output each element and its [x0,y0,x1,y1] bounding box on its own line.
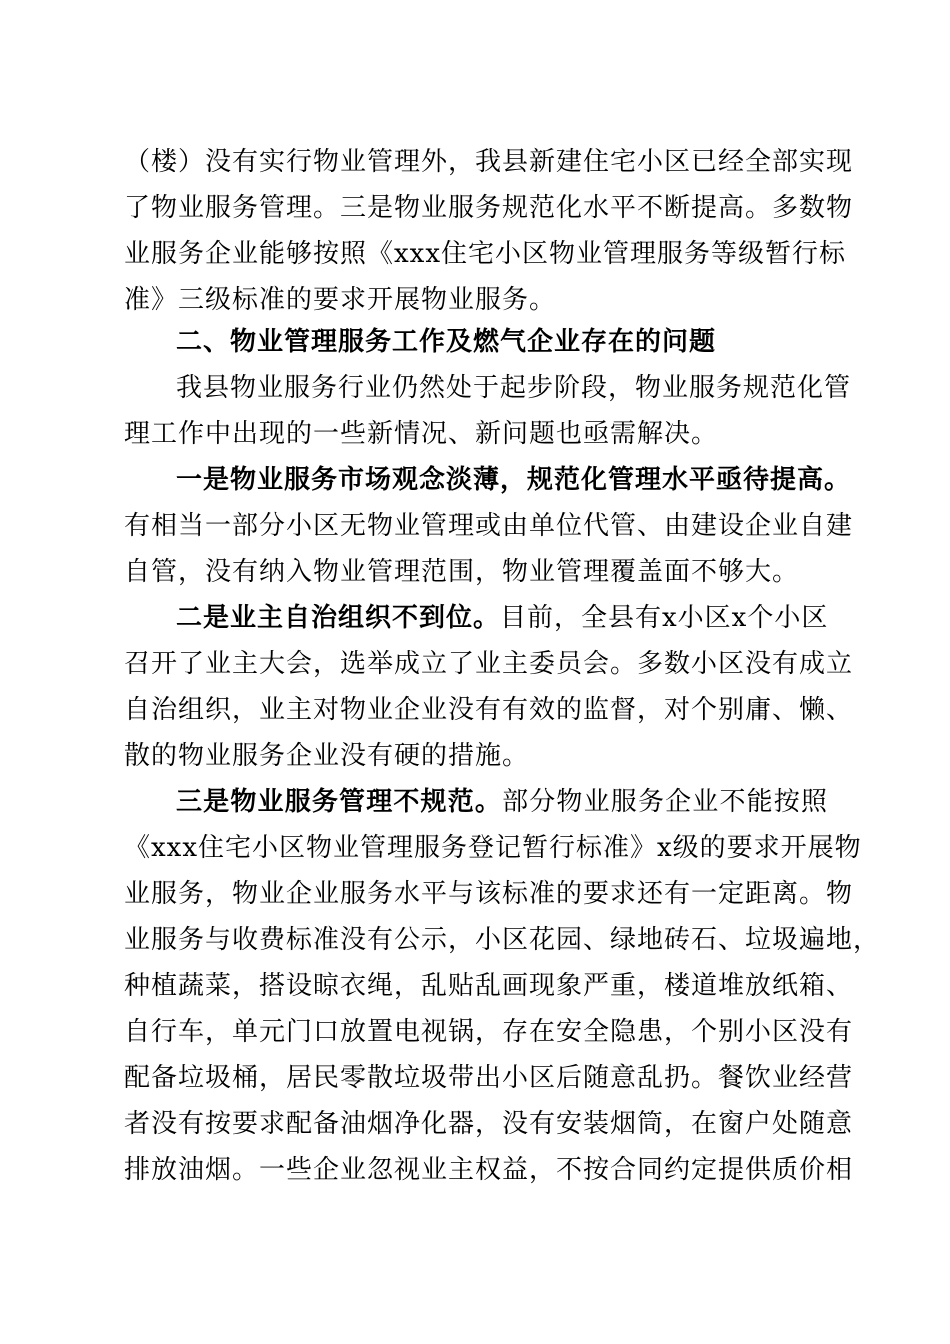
body-text-line: 准》三级标准的要求开展物业服务。 [124,285,557,315]
subsection-lead-rest: 目前，全县有x小区x个小区 [500,603,829,633]
body-text-line: 配备垃圾桶，居民零散垃圾带出小区后随意乱扔。餐饮业经营 [124,1063,854,1093]
body-text-line: 理工作中出现的一些新情况、新问题也亟需解决。 [124,419,719,449]
subsection-first-line [176,598,828,638]
body-text-line: 自管，没有纳入物业管理范围，物业管理覆盖面不够大。 [124,557,800,587]
body-text-line: 自治组织，业主对物业企业没有有效的监督，对个别庸、懒、 [124,695,854,725]
subsection-lead: 三是物业服务管理不规范。 [176,787,503,817]
body-text-line: 了物业服务管理。三是物业服务规范化水平不断提高。多数物 [124,193,854,223]
section-heading: 二、物业管理服务工作及燃气企业存在的问题 [176,327,717,357]
body-text-line: 者没有按要求配备油烟净化器，没有安装烟筒，在窗户处随意 [124,1109,854,1139]
subsection-lead-rest: 部分物业服务企业不能按照 [502,787,828,817]
body-text-line: 排放油烟。一些企业忽视业主权益，不按合同约定提供质价相 [124,1155,854,1185]
body-text-line: 召开了业主大会，选举成立了业主委员会。多数小区没有成立 [124,649,854,679]
subsection-lead: 一是物业服务市场观念淡薄，规范化管理水平亟待提高。 [176,465,852,495]
body-text-line: 散的物业服务企业没有硬的措施。 [124,741,530,771]
subsection-first-line [176,782,828,822]
body-text-line: 自行车，单元门口放置电视锅，存在安全隐患，个别小区没有 [124,1017,854,1047]
body-text-line: 《xxx住宅小区物业管理服务登记暂行标准》x级的要求开展物 [124,833,862,863]
body-text-line: 业服务，物业企业服务水平与该标准的要求还有一定距离。物 [124,879,854,909]
body-text-line: （楼）没有实行物业管理外，我县新建住宅小区已经全部实现 [124,147,854,177]
body-text-line: 业服务与收费标准没有公示，小区花园、绿地砖石、垃圾遍地， [124,925,881,955]
body-text-line: 业服务企业能够按照《xxx住宅小区物业管理服务等级暂行标 [124,239,846,269]
subsection-lead: 二是业主自治组织不到位。 [176,603,501,633]
body-text-line: 有相当一部分小区无物业管理或由单位代管、由建设企业自建 [124,511,854,541]
body-text-line: 种植蔬菜，搭设晾衣绳，乱贴乱画现象严重，楼道堆放纸箱、 [124,971,854,1001]
body-text-line: 我县物业服务行业仍然处于起步阶段，物业服务规范化管 [176,373,852,403]
